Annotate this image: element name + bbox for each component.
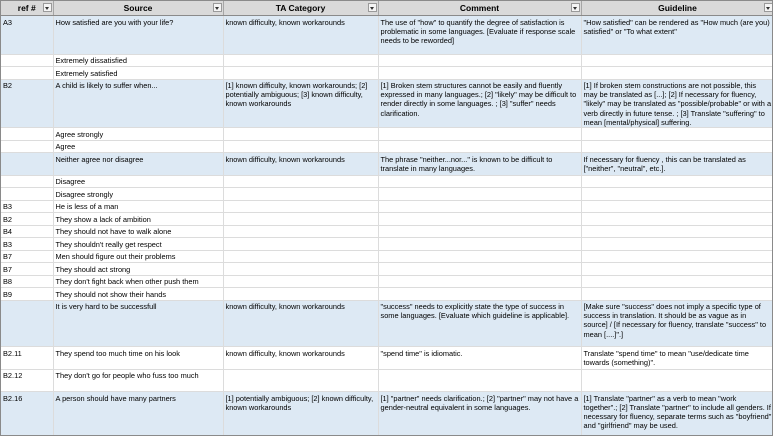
- guideline-cell[interactable]: If necessary for fluency , this can be translated as ["neither", "neutral", etc.].: [581, 153, 773, 176]
- comment-cell[interactable]: [378, 369, 581, 392]
- header-ref[interactable]: ref #: [1, 1, 53, 16]
- header-comment[interactable]: Comment: [378, 1, 581, 16]
- ref-cell[interactable]: B2.12: [1, 369, 53, 392]
- table-row: [1, 225, 773, 238]
- filter-dropdown-icon[interactable]: [764, 3, 773, 12]
- source-cell[interactable]: Agree strongly: [53, 128, 223, 141]
- ta-category-cell[interactable]: known difficulty, known workarounds: [223, 16, 378, 55]
- ref-cell[interactable]: B7: [1, 250, 53, 263]
- table-row: [1, 140, 773, 153]
- table-row: [1, 250, 773, 263]
- source-cell[interactable]: Men should figure out their problems: [53, 250, 223, 263]
- guideline-cell[interactable]: [581, 275, 773, 288]
- guideline-cell[interactable]: "How satisfied" can be rendered as "How much (are you) satisfied" or "To what extent": [581, 16, 773, 55]
- comment-cell[interactable]: [378, 238, 581, 251]
- source-cell[interactable]: A person should have many partners: [53, 392, 223, 436]
- guideline-cell[interactable]: [581, 238, 773, 251]
- comment-cell[interactable]: [378, 213, 581, 226]
- ta-category-cell[interactable]: [223, 238, 378, 251]
- ref-cell[interactable]: B3: [1, 238, 53, 251]
- ref-cell[interactable]: [1, 54, 53, 67]
- ta-category-cell[interactable]: known difficulty, known workarounds: [223, 347, 378, 370]
- table-row: [1, 188, 773, 201]
- table-row: [1, 16, 773, 55]
- comment-cell[interactable]: [378, 200, 581, 213]
- guideline-cell[interactable]: [1] If broken stem constructions are not possible, this may be translated as [...]; [2] If necessary for fluency, "likely" may be translated as "possible/probable" or with a verb directly in future tense. ; [3] Translate "suffering" to mean [mental/physical] suffering.: [581, 79, 773, 128]
- guideline-cell[interactable]: [581, 67, 773, 80]
- table-row: [1, 79, 773, 128]
- guideline-cell[interactable]: [581, 188, 773, 201]
- table-row: [1, 67, 773, 80]
- comment-cell[interactable]: [378, 263, 581, 276]
- source-cell[interactable]: Neither agree nor disagree: [53, 153, 223, 176]
- table-row: [1, 175, 773, 188]
- guideline-cell[interactable]: [581, 200, 773, 213]
- table-row: [1, 54, 773, 67]
- comment-cell[interactable]: [378, 140, 581, 153]
- ta-category-cell[interactable]: [223, 288, 378, 301]
- source-cell[interactable]: A child is likely to suffer when...: [53, 79, 223, 128]
- ref-cell[interactable]: B2: [1, 79, 53, 128]
- table-row: [1, 153, 773, 176]
- ref-cell[interactable]: B2: [1, 213, 53, 226]
- ta-category-cell[interactable]: [223, 188, 378, 201]
- data-table: [1, 1, 773, 436]
- source-cell[interactable]: They don't go for people who fuss too much: [53, 369, 223, 392]
- guideline-cell[interactable]: [1] Translate "partner" as a verb to mean "work together".; [2] Translate "partner" to include all genders. If necessary for fluency, separate terms such as "boyfriend" and "girlfriend" may be used.: [581, 392, 773, 436]
- ta-category-cell[interactable]: [223, 369, 378, 392]
- ta-category-cell[interactable]: [223, 213, 378, 226]
- comment-cell[interactable]: The use of "how" to quantify the degree of satisfaction is problematic in some languages. [Evaluate if response scale needs to be reworded]: [378, 16, 581, 55]
- source-cell[interactable]: He is less of a man: [53, 200, 223, 213]
- comment-cell[interactable]: [1] Broken stem structures cannot be easily and fluently expressed in many languages.; [2] "likely" may be difficult to render directly in some languages. ; [3] "suffer" needs clarification.: [378, 79, 581, 128]
- header-ta-category[interactable]: TA Category: [223, 1, 378, 16]
- comment-cell[interactable]: [378, 128, 581, 141]
- source-cell[interactable]: They should act strong: [53, 263, 223, 276]
- source-cell[interactable]: It is very hard to be successfull: [53, 300, 223, 347]
- guideline-cell[interactable]: [581, 263, 773, 276]
- table-row: [1, 369, 773, 392]
- table-row: [1, 263, 773, 276]
- header-guideline[interactable]: Guideline: [581, 1, 773, 16]
- comment-cell[interactable]: "success" needs to explicitly state the type of success in some languages. [Evaluate which guideline is applicable].: [378, 300, 581, 347]
- comment-cell[interactable]: [378, 175, 581, 188]
- table-row: [1, 238, 773, 251]
- ta-category-cell[interactable]: [223, 200, 378, 213]
- table-row: [1, 300, 773, 347]
- ta-category-cell[interactable]: [223, 175, 378, 188]
- guideline-cell[interactable]: [581, 175, 773, 188]
- source-cell[interactable]: How satisfied are you with your life?: [53, 16, 223, 55]
- guideline-cell[interactable]: [Make sure "success" does not imply a specific type of success in translation. It should be as vague as in source] / [If necessary for fluency, translate "success" to mean [....]".]: [581, 300, 773, 347]
- filter-dropdown-icon[interactable]: [571, 3, 580, 12]
- comment-cell[interactable]: [378, 250, 581, 263]
- ref-cell[interactable]: [1, 153, 53, 176]
- ref-cell[interactable]: [1, 188, 53, 201]
- source-cell[interactable]: They shouldn't really get respect: [53, 238, 223, 251]
- guideline-cell[interactable]: [581, 288, 773, 301]
- guideline-cell[interactable]: [581, 250, 773, 263]
- ta-category-cell[interactable]: known difficulty, known workarounds: [223, 300, 378, 347]
- ref-cell[interactable]: B2.11: [1, 347, 53, 370]
- source-cell[interactable]: Extremely satisfied: [53, 67, 223, 80]
- ta-category-cell[interactable]: [223, 67, 378, 80]
- source-cell[interactable]: Extremely dissatisfied: [53, 54, 223, 67]
- ta-category-cell[interactable]: [223, 263, 378, 276]
- ref-cell[interactable]: [1, 67, 53, 80]
- ta-category-cell[interactable]: [1] known difficulty, known workarounds; [2] potentially ambiguous; [3] known difficulty, known workarounds: [223, 79, 378, 128]
- comment-cell[interactable]: "spend time" is idiomatic.: [378, 347, 581, 370]
- header-row: [1, 1, 773, 16]
- ref-cell[interactable]: B4: [1, 225, 53, 238]
- comment-cell[interactable]: [378, 54, 581, 67]
- table-row: [1, 275, 773, 288]
- guideline-cell[interactable]: [581, 369, 773, 392]
- ref-cell[interactable]: [1, 175, 53, 188]
- ref-cell[interactable]: B2.16: [1, 392, 53, 436]
- ta-category-cell[interactable]: [223, 250, 378, 263]
- source-cell[interactable]: Agree: [53, 140, 223, 153]
- guideline-cell[interactable]: [581, 54, 773, 67]
- comment-cell[interactable]: [378, 275, 581, 288]
- source-cell[interactable]: They should not have to walk alone: [53, 225, 223, 238]
- table-row: [1, 392, 773, 436]
- ta-category-cell[interactable]: [223, 140, 378, 153]
- source-cell[interactable]: Disagree: [53, 175, 223, 188]
- source-cell[interactable]: They don't fight back when other push them: [53, 275, 223, 288]
- ta-category-cell[interactable]: [1] potentially ambiguous; [2] known difficulty, known workarounds: [223, 392, 378, 436]
- comment-cell[interactable]: [1] "partner" needs clarification.; [2] "partner" may not have a gender-neutral equivalent in some languages.: [378, 392, 581, 436]
- filter-dropdown-icon[interactable]: [368, 3, 377, 12]
- table-row: [1, 347, 773, 370]
- ref-cell[interactable]: [1, 300, 53, 347]
- comment-cell[interactable]: [378, 288, 581, 301]
- guideline-cell[interactable]: Translate "spend time" to mean "use/dedicate time towards (something)".: [581, 347, 773, 370]
- guideline-cell[interactable]: [581, 225, 773, 238]
- guideline-cell[interactable]: [581, 140, 773, 153]
- source-cell[interactable]: They should not show their hands: [53, 288, 223, 301]
- comment-cell[interactable]: [378, 225, 581, 238]
- ta-category-cell[interactable]: [223, 225, 378, 238]
- ta-category-cell[interactable]: [223, 128, 378, 141]
- ref-cell[interactable]: B3: [1, 200, 53, 213]
- table-row: [1, 213, 773, 226]
- table-row: [1, 200, 773, 213]
- ref-cell[interactable]: B7: [1, 263, 53, 276]
- source-cell[interactable]: They show a lack of ambition: [53, 213, 223, 226]
- table-row: [1, 288, 773, 301]
- comment-cell[interactable]: The phrase "neither...nor..." is known to be difficult to translate in many languages.: [378, 153, 581, 176]
- guideline-cell[interactable]: [581, 128, 773, 141]
- ref-cell[interactable]: [1, 140, 53, 153]
- ta-category-cell[interactable]: known difficulty, known workarounds: [223, 153, 378, 176]
- comment-cell[interactable]: [378, 188, 581, 201]
- header-source[interactable]: Source: [53, 1, 223, 16]
- comment-cell[interactable]: [378, 67, 581, 80]
- ta-category-cell[interactable]: [223, 275, 378, 288]
- filter-dropdown-icon[interactable]: [213, 3, 222, 12]
- ref-cell[interactable]: B8: [1, 275, 53, 288]
- filter-dropdown-icon[interactable]: [43, 3, 52, 12]
- source-cell[interactable]: Disagree strongly: [53, 188, 223, 201]
- ref-cell[interactable]: B9: [1, 288, 53, 301]
- guideline-cell[interactable]: [581, 213, 773, 226]
- ta-category-cell[interactable]: [223, 54, 378, 67]
- ref-cell[interactable]: [1, 128, 53, 141]
- table-row: [1, 128, 773, 141]
- ref-cell[interactable]: A3: [1, 16, 53, 55]
- source-cell[interactable]: They spend too much time on his look: [53, 347, 223, 370]
